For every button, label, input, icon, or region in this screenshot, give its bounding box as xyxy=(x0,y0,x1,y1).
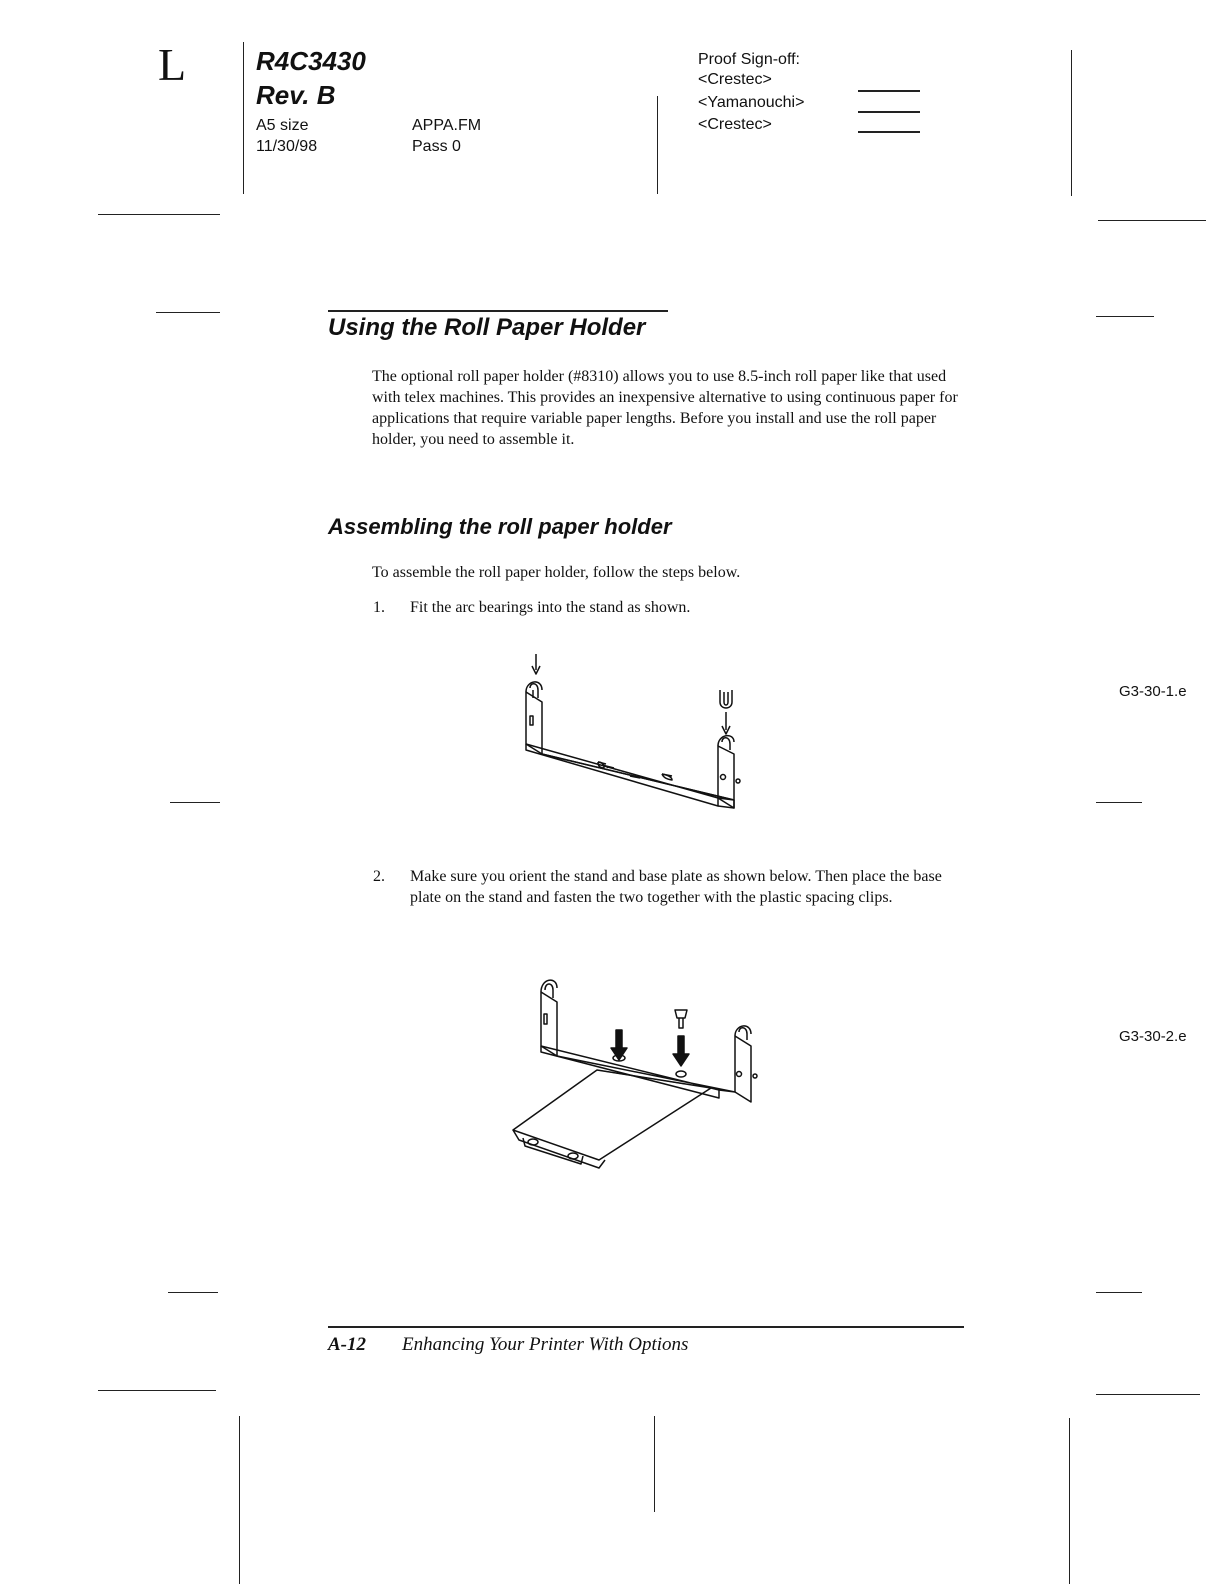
crop-mark xyxy=(1096,802,1142,803)
crop-mark xyxy=(1098,220,1206,221)
proof-name: <Yamanouchi> xyxy=(698,94,805,111)
crop-mark xyxy=(170,802,220,803)
job-code: R4C3430 xyxy=(256,46,366,76)
crop-mark xyxy=(239,1416,240,1584)
crop-mark xyxy=(168,1292,218,1293)
crop-mark xyxy=(1096,316,1154,317)
header-divider-right xyxy=(1071,50,1072,196)
crop-mark xyxy=(98,1390,216,1391)
crop-mark xyxy=(98,214,220,215)
stand-base-plate-illustration xyxy=(505,970,767,1170)
header-divider-left xyxy=(243,42,244,194)
signoff-line xyxy=(858,90,920,92)
stand-illustration xyxy=(512,650,762,825)
step-text: Fit the arc bearings into the stand as shown. xyxy=(410,599,691,616)
crop-mark xyxy=(1096,1394,1200,1395)
step-text: Make sure you orient the stand and base plate as shown below. Then place the base plate on the stand and fasten the two together with the plastic spacing clips. xyxy=(410,868,942,906)
proof-name: <Crestec> xyxy=(698,116,772,133)
crop-mark xyxy=(1069,1418,1070,1584)
crop-mark xyxy=(1096,1292,1142,1293)
footer-rule xyxy=(328,1326,964,1328)
crop-mark xyxy=(654,1416,655,1512)
signoff-line xyxy=(858,111,920,113)
figure-code: G3-30-1.e xyxy=(1119,683,1187,700)
crop-mark xyxy=(156,312,220,313)
revision: Rev. B xyxy=(256,80,336,110)
paper-size: A5 size xyxy=(256,117,309,134)
page-number: A-12 xyxy=(328,1334,366,1355)
proof-label: Proof Sign-off: xyxy=(698,51,800,68)
file-name: APPA.FM xyxy=(412,117,482,134)
figure-code: G3-30-2.e xyxy=(1119,1028,1187,1045)
signoff-line xyxy=(858,131,920,133)
corner-letter: L xyxy=(158,39,187,90)
section-title: Using the Roll Paper Holder xyxy=(328,310,668,342)
step-number: 2. xyxy=(373,868,385,885)
proof-name: <Crestec> xyxy=(698,71,772,88)
header-divider-middle xyxy=(657,96,658,194)
intro-paragraph: The optional roll paper holder (#8310) allows you to use 8.5-inch roll paper like that used with telex machines. This provides an inexpensive alternative to using continuous paper for applications that require variable paper lengths. Before you install and use the roll paper holder, you need to assemble it. xyxy=(372,368,958,448)
subsection-intro: To assemble the roll paper holder, follow the steps below. xyxy=(372,564,741,581)
pass: Pass 0 xyxy=(412,138,461,155)
subsection-title: Assembling the roll paper holder xyxy=(328,514,672,539)
chapter-title: Enhancing Your Printer With Options xyxy=(402,1334,689,1355)
step-number: 1. xyxy=(373,599,385,616)
date: 11/30/98 xyxy=(256,138,318,155)
